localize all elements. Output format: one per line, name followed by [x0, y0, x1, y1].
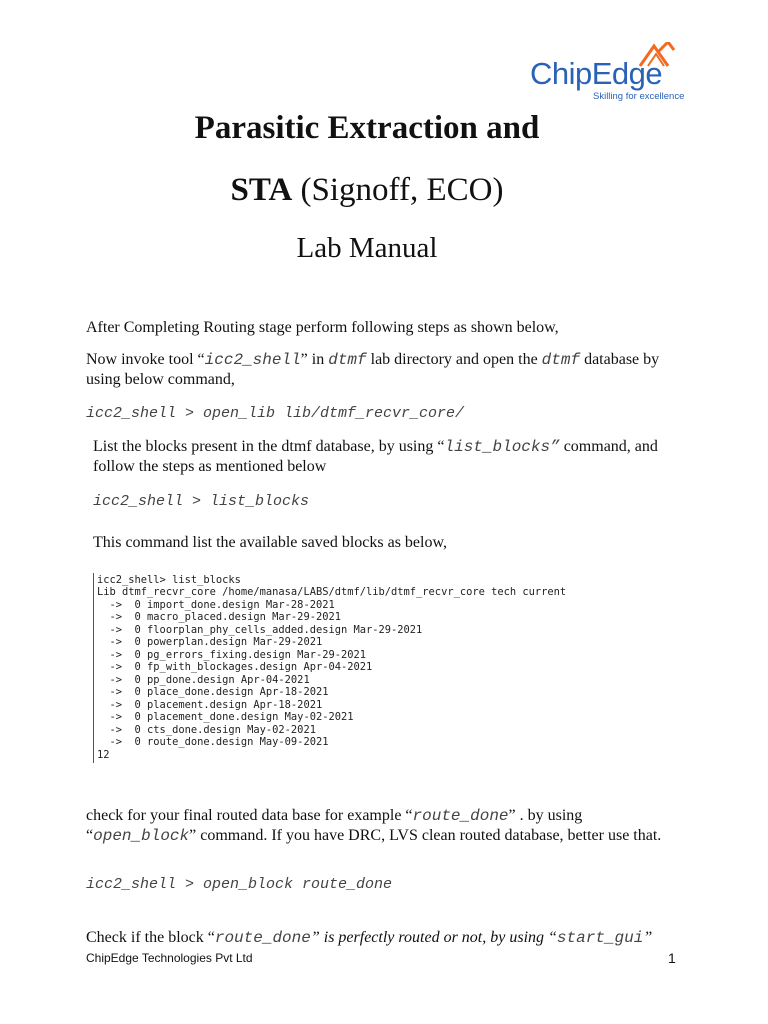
footer-company: ChipEdge Technologies Pvt Ltd	[86, 951, 253, 965]
text-segment: ” command. If you have DRC, LVS clean routed database, better use that.	[189, 827, 662, 844]
title-sta: STA	[230, 172, 293, 208]
page-number: 1	[668, 950, 676, 966]
terminal-line: -> 0 pg_errors_fixing.design Mar-29-2021	[97, 649, 366, 661]
terminal-line: -> 0 placement_done.design May-02-2021	[97, 711, 354, 723]
text-segment: command, and follow the steps as mentioned below	[93, 438, 658, 475]
terminal-line: -> 0 place_done.design Apr-18-2021	[97, 686, 329, 698]
code-dtmf: dtmf	[541, 351, 581, 369]
title-signoff-eco: (Signoff, ECO)	[300, 172, 504, 208]
code-open-block: open_block	[93, 827, 190, 845]
text-segment: lab directory and open the	[366, 351, 542, 368]
logo-tagline: Skilling for excellence	[593, 91, 685, 102]
text-segment: check for your final routed data base for example “	[86, 807, 413, 824]
terminal-line: 12	[97, 749, 110, 761]
document-title: Parasitic Extraction and	[194, 110, 540, 146]
terminal-left-border	[93, 573, 94, 763]
text-segment: ” . by using “	[86, 807, 583, 844]
terminal-line: -> 0 powerplan.design Mar-29-2021	[97, 636, 323, 648]
terminal-line: -> 0 floorplan_phy_cells_added.design Mar-29-2021	[97, 624, 423, 636]
text-segment: Now invoke tool “	[86, 351, 205, 368]
open-block-paragraph	[86, 806, 666, 846]
check-routing-paragraph	[86, 928, 686, 948]
intro-paragraph: After Completing Routing stage perform following steps as shown below,	[86, 319, 559, 336]
code-list-blocks: list_blocks”	[444, 438, 560, 456]
list-blocks-paragraph	[93, 437, 673, 476]
terminal-line: icc2_shell> list_blocks	[97, 574, 241, 586]
code-dtmf: dtmf	[328, 351, 367, 369]
list-blocks-command: icc2_shell > list_blocks	[93, 493, 310, 510]
terminal-line: -> 0 import_done.design Mar-28-2021	[97, 599, 335, 611]
terminal-line: -> 0 placement.design Apr-18-2021	[97, 699, 323, 711]
terminal-output-screenshot	[88, 567, 608, 768]
terminal-line: -> 0 fp_with_blockages.design Apr-04-2021	[97, 661, 373, 673]
terminal-line: -> 0 macro_placed.design Mar-29-2021	[97, 611, 341, 623]
code-route-done: route_done	[214, 929, 311, 947]
text-segment: List the blocks present in the dtmf database, by using “	[93, 438, 445, 455]
text-segment: Check if the block “	[86, 929, 215, 946]
document-title-line2	[0, 170, 734, 210]
terminal-line: -> 0 cts_done.design May-02-2021	[97, 724, 316, 736]
terminal-line: -> 0 route_done.design May-09-2021	[97, 736, 329, 748]
invoke-tool-paragraph	[86, 350, 686, 389]
code-start-gui: start_gui	[556, 929, 644, 947]
code-icc2-shell: icc2_shell	[204, 351, 301, 369]
text-segment: ” in	[300, 351, 329, 368]
logo-wordmark: ChipEdge	[530, 56, 663, 91]
open-block-command: icc2_shell > open_block route_done	[86, 876, 393, 893]
open-lib-command: icc2_shell > open_lib lib/dtmf_recvr_core/	[86, 405, 465, 422]
code-route-done: route_done	[412, 807, 509, 825]
document-subtitle: Lab Manual	[296, 232, 438, 264]
text-segment: ”	[643, 929, 653, 946]
blocks-list-intro: This command list the available saved blocks as below,	[93, 534, 447, 551]
text-segment: database by using below command,	[86, 351, 660, 388]
text-segment: ” is perfectly routed or not, by using “	[310, 929, 557, 946]
terminal-line: -> 0 pp_done.design Apr-04-2021	[97, 674, 310, 686]
terminal-line: Lib dtmf_recvr_core /home/manasa/LABS/dtmf/lib/dtmf_recvr_core tech current	[97, 586, 567, 598]
chipedge-logo	[526, 40, 686, 106]
